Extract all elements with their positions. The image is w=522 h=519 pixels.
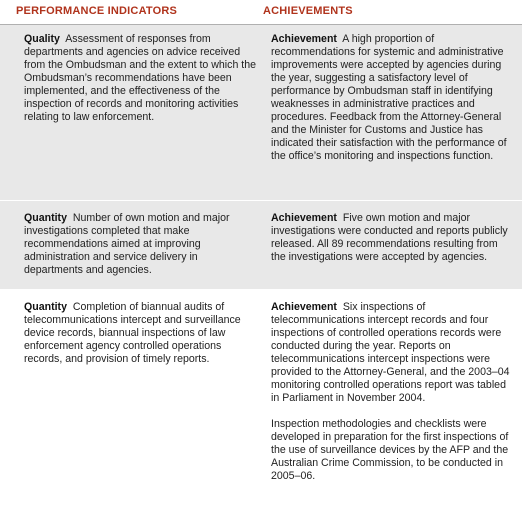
table-header (0, 0, 522, 25)
achievement-text: A high proportion of recommendations for systemic and administrative improvements were accepted by agencies during the year, suggesting a satisfactory level of performance by Ombudsman staff in identifying weaknesses in administrative practices and procedures. Feedback from the Attorney-General and the Minister for Customs and Justice has indicated their satisfaction with the performance of the office’s monitoring and inspections function. (271, 33, 507, 162)
indicator-label: Quality (24, 33, 60, 45)
table-row (0, 25, 522, 200)
indicator-label: Quantity (24, 301, 67, 313)
indicator-cell (24, 301, 256, 366)
achievement-paragraph (271, 301, 515, 405)
table-row (0, 290, 522, 519)
performance-indicators-heading: PERFORMANCE INDICATORS (16, 5, 178, 17)
achievement-cell (271, 301, 515, 483)
indicator-text: Assessment of responses from departments and agencies on advice received from the Ombudsman and the extent to which the Ombudsman’s recommendations have been implemented, and the effectiveness of the inspection of records and monitoring activities relating to law enforcement. (24, 33, 257, 123)
table-row (0, 201, 522, 289)
indicator-cell (24, 212, 256, 277)
achievement-text: Six inspections of telecommunications intercept records and four inspections of controlled operations records were conducted during the year. Reports on telecommunications intercept inspections were provided to the Attorney-General, and the 2003–04 monitoring controlled operations report was tabled in Parliament in November 2004. (271, 301, 510, 404)
achievement-paragraph-2: Inspection methodologies and checklists were developed in preparation for the first inspections of the use of surveillance devices by the AFP and the Australian Crime Commission, to be conducted in 2005–06. (271, 418, 509, 482)
achievement-text: Five own motion and major investigations were conducted and reports publicly released. All 89 recommendations resulting from the investigations were accepted by agencies. (271, 212, 508, 263)
achievement-cell (271, 212, 515, 264)
indicator-text: Completion of biannual audits of telecommunications intercept and surveillance device records, biannual inspections of law enforcement agency controlled operations records, and provision of timely reports. (24, 301, 241, 365)
indicator-cell (24, 33, 256, 124)
achievements-heading: ACHIEVEMENTS (263, 5, 353, 17)
achievement-cell (271, 33, 515, 163)
achievement-label: Achievement (271, 33, 337, 45)
indicator-label: Quantity (24, 212, 67, 224)
indicator-text: Number of own motion and major investigations completed that make recommendations aimed at improving administration and service delivery in departments and agencies. (24, 212, 230, 276)
achievement-label: Achievement (271, 301, 337, 313)
achievement-label: Achievement (271, 212, 337, 224)
